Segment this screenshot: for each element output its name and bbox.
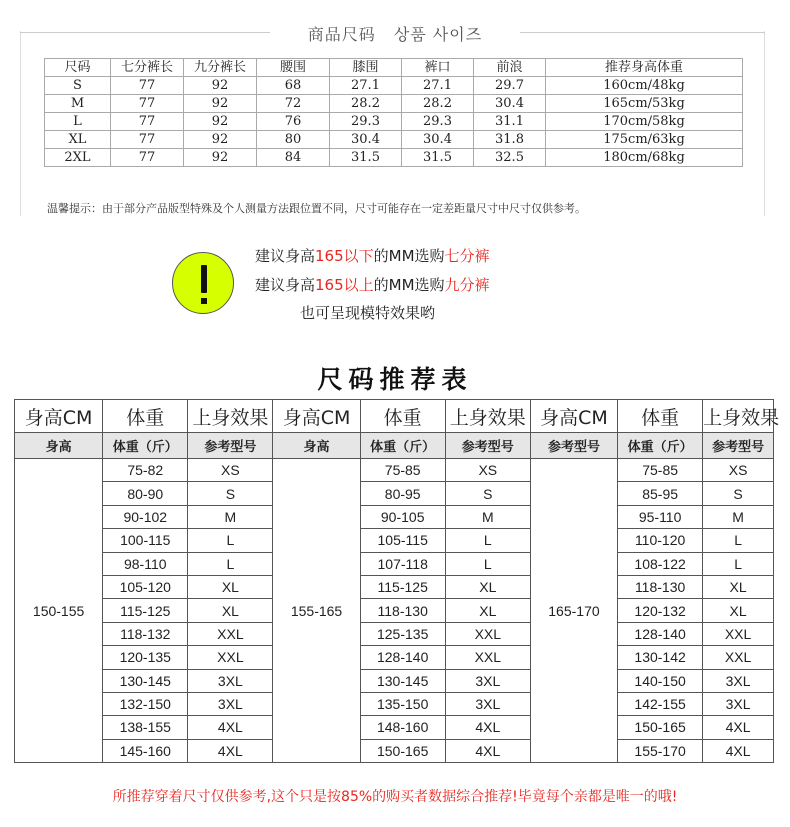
size-code-cell: M: [703, 505, 774, 528]
size-chart-cell: 77: [111, 131, 184, 149]
weight-range-cell: 80-95: [360, 482, 445, 505]
recommendation-subheader-cell: 参考型号: [188, 433, 273, 459]
size-chart-cell: 77: [111, 95, 184, 113]
weight-range-cell: 80-90: [103, 482, 188, 505]
size-code-cell: XL: [445, 599, 530, 622]
size-chart-note: 温馨提示：由于部分产品版型特殊及个人测量方法跟位置不同，尺寸可能存在一定差距量尺寸中尺寸仅供参考。: [47, 202, 586, 215]
size-chart-cell: 92: [184, 149, 257, 167]
recommendation-header-row: [15, 400, 774, 433]
size-chart-cell: 31.5: [402, 149, 474, 167]
warning-line-1: 建议身高165以下的MM选购七分裤: [255, 247, 490, 265]
recommendation-row: [15, 529, 774, 552]
recommendation-row: [15, 669, 774, 692]
exclamation-warning-icon: [172, 252, 234, 314]
size-chart-title: [270, 22, 520, 45]
weight-range-cell: 132-150: [103, 692, 188, 715]
size-chart-row: [45, 149, 743, 167]
height-range-cell: 150-155: [15, 459, 103, 763]
weight-range-cell: 118-132: [103, 622, 188, 645]
size-chart-cell: 77: [111, 113, 184, 131]
recommendation-header-cell: 身高CM: [273, 400, 360, 433]
size-chart-cell: L: [45, 113, 111, 131]
weight-range-cell: 142-155: [618, 692, 703, 715]
size-code-cell: 3XL: [445, 669, 530, 692]
weight-range-cell: 95-110: [618, 505, 703, 528]
size-code-cell: 4XL: [703, 716, 774, 739]
size-chart-cell: 76: [257, 113, 330, 131]
height-range-cell: 155-165: [273, 459, 360, 763]
size-code-cell: XXL: [188, 622, 273, 645]
size-code-cell: 4XL: [703, 739, 774, 762]
size-chart-cell: 30.4: [402, 131, 474, 149]
size-code-cell: S: [703, 482, 774, 505]
weight-range-cell: 75-82: [103, 459, 188, 482]
warning-line-2: 建议身高165以上的MM选购九分裤: [255, 276, 490, 294]
size-chart-cell: XL: [45, 131, 111, 149]
recommendation-header-cell: 上身效果: [703, 400, 774, 433]
weight-range-cell: 105-115: [360, 529, 445, 552]
weight-range-cell: 125-135: [360, 622, 445, 645]
weight-range-cell: 120-132: [618, 599, 703, 622]
recommendation-header-cell: 上身效果: [445, 400, 530, 433]
recommendation-header-cell: 身高CM: [15, 400, 103, 433]
weight-range-cell: 90-102: [103, 505, 188, 528]
size-chart-header-cell: 尺码: [45, 59, 111, 77]
size-chart-cell: S: [45, 77, 111, 95]
size-code-cell: 4XL: [445, 739, 530, 762]
title-divider-right: [520, 32, 765, 33]
weight-range-cell: 130-145: [360, 669, 445, 692]
weight-range-cell: 120-135: [103, 646, 188, 669]
recommendation-subheader-cell: 身高: [15, 433, 103, 459]
size-chart-header-cell: 膝围: [330, 59, 402, 77]
size-chart-cell: 32.5: [474, 149, 546, 167]
size-chart-cell: 27.1: [330, 77, 402, 95]
weight-range-cell: 85-95: [618, 482, 703, 505]
size-code-cell: 4XL: [188, 739, 273, 762]
size-code-cell: XS: [445, 459, 530, 482]
weight-range-cell: 130-142: [618, 646, 703, 669]
size-chart-row: [45, 113, 743, 131]
size-chart-cell: 29.3: [402, 113, 474, 131]
size-code-cell: 4XL: [445, 716, 530, 739]
weight-range-cell: 115-125: [360, 575, 445, 598]
size-chart-row: [45, 131, 743, 149]
weight-range-cell: 107-118: [360, 552, 445, 575]
size-code-cell: XS: [188, 459, 273, 482]
size-chart-cell: 175cm/63kg: [546, 131, 743, 149]
recommendation-subheader-cell: 参考型号: [530, 433, 617, 459]
size-code-cell: 3XL: [703, 669, 774, 692]
weight-range-cell: 98-110: [103, 552, 188, 575]
size-code-cell: L: [703, 552, 774, 575]
weight-range-cell: 115-125: [103, 599, 188, 622]
weight-range-cell: 118-130: [618, 575, 703, 598]
recommendation-subheader-cell: 参考型号: [445, 433, 530, 459]
size-chart-cell: 29.3: [330, 113, 402, 131]
size-chart-cell: 31.5: [330, 149, 402, 167]
size-code-cell: XS: [703, 459, 774, 482]
size-chart-header-cell: 裤口: [402, 59, 474, 77]
size-chart-cell: 68: [257, 77, 330, 95]
size-code-cell: M: [445, 505, 530, 528]
size-code-cell: XL: [445, 575, 530, 598]
recommendation-header-cell: 身高CM: [530, 400, 617, 433]
size-chart-cell: 72: [257, 95, 330, 113]
recommendation-header-cell: 上身效果: [188, 400, 273, 433]
size-chart-cell: 30.4: [474, 95, 546, 113]
size-chart-cell: 92: [184, 77, 257, 95]
weight-range-cell: 75-85: [618, 459, 703, 482]
recommendation-subheader-row: [15, 433, 774, 459]
weight-range-cell: 140-150: [618, 669, 703, 692]
size-chart-header-row: [45, 59, 743, 77]
size-code-cell: 3XL: [188, 669, 273, 692]
weight-range-cell: 105-120: [103, 575, 188, 598]
recommendation-footnote: 所推荐穿着尺寸仅供参考,这个只是按85%的购买者数据综合推荐!毕竟每个亲都是唯一的哦!: [112, 789, 678, 805]
weight-range-cell: 118-130: [360, 599, 445, 622]
recommendation-subheader-cell: 体重（斤）: [360, 433, 445, 459]
size-code-cell: XXL: [188, 646, 273, 669]
size-chart-cell: 27.1: [402, 77, 474, 95]
size-code-cell: 3XL: [703, 692, 774, 715]
size-chart-cell: 2XL: [45, 149, 111, 167]
weight-range-cell: 130-145: [103, 669, 188, 692]
weight-range-cell: 75-85: [360, 459, 445, 482]
size-code-cell: XL: [188, 575, 273, 598]
size-code-cell: XL: [703, 575, 774, 598]
recommendation-row: [15, 505, 774, 528]
size-code-cell: XXL: [703, 622, 774, 645]
recommendation-header-cell: 体重: [103, 400, 188, 433]
size-chart-cell: 30.4: [330, 131, 402, 149]
weight-range-cell: 138-155: [103, 716, 188, 739]
title-divider-left: [20, 32, 270, 33]
weight-range-cell: 135-150: [360, 692, 445, 715]
size-code-cell: L: [445, 529, 530, 552]
size-chart-cell: M: [45, 95, 111, 113]
size-chart-cell: 31.8: [474, 131, 546, 149]
recommendation-header-cell: 体重: [618, 400, 703, 433]
size-chart-cell: 28.2: [402, 95, 474, 113]
recommendation-subheader-cell: 身高: [273, 433, 360, 459]
size-chart-row: [45, 95, 743, 113]
recommendation-table: [14, 399, 780, 763]
size-chart-cell: 92: [184, 131, 257, 149]
weight-range-cell: 155-170: [618, 739, 703, 762]
size-code-cell: XL: [703, 599, 774, 622]
size-chart-cell: 80: [257, 131, 330, 149]
recommendation-row: [15, 692, 774, 715]
size-code-cell: S: [445, 482, 530, 505]
warning-line-3: 也可呈现模特效果哟: [300, 304, 436, 322]
recommendation-subheader-cell: 参考型号: [703, 433, 774, 459]
weight-range-cell: 128-140: [360, 646, 445, 669]
size-chart-cell: 84: [257, 149, 330, 167]
size-code-cell: XXL: [445, 622, 530, 645]
weight-range-cell: 150-165: [360, 739, 445, 762]
recommendation-row: [15, 646, 774, 669]
size-chart-header-cell: 腰围: [257, 59, 330, 77]
weight-range-cell: 100-115: [103, 529, 188, 552]
recommendation-row: [15, 739, 774, 762]
size-chart-title-kr: 상품 사이즈: [393, 25, 483, 44]
recommendation-row: [15, 459, 774, 482]
weight-range-cell: 145-160: [103, 739, 188, 762]
recommendation-title: 尺码推荐表: [317, 365, 473, 394]
recommendation-subheader-cell: 体重（斤）: [618, 433, 703, 459]
weight-range-cell: 90-105: [360, 505, 445, 528]
size-code-cell: 4XL: [188, 716, 273, 739]
recommendation-row: [15, 599, 774, 622]
size-chart-row: [45, 77, 743, 95]
size-code-cell: XL: [188, 599, 273, 622]
recommendation-subheader-cell: 体重（斤）: [103, 433, 188, 459]
size-chart-cell: 28.2: [330, 95, 402, 113]
size-code-cell: S: [188, 482, 273, 505]
size-chart-cell: 29.7: [474, 77, 546, 95]
size-chart-cell: 77: [111, 149, 184, 167]
size-chart-title-cn: 商品尺码: [307, 25, 376, 44]
size-code-cell: L: [188, 552, 273, 575]
size-code-cell: XXL: [445, 646, 530, 669]
size-chart-cell: 77: [111, 77, 184, 95]
recommendation-row: [15, 716, 774, 739]
size-code-cell: 3XL: [445, 692, 530, 715]
size-code-cell: L: [445, 552, 530, 575]
recommendation-row: [15, 622, 774, 645]
weight-range-cell: 148-160: [360, 716, 445, 739]
weight-range-cell: 128-140: [618, 622, 703, 645]
size-chart-header-cell: 九分裤长: [184, 59, 257, 77]
size-chart-header-cell: 推荐身高体重: [546, 59, 743, 77]
size-chart-cell: 165cm/53kg: [546, 95, 743, 113]
size-chart-cell: 92: [184, 113, 257, 131]
size-chart-header-cell: 七分裤长: [111, 59, 184, 77]
recommendation-row: [15, 552, 774, 575]
size-chart-cell: 160cm/48kg: [546, 77, 743, 95]
weight-range-cell: 108-122: [618, 552, 703, 575]
size-code-cell: L: [188, 529, 273, 552]
size-chart-cell: 31.1: [474, 113, 546, 131]
recommendation-header-cell: 体重: [360, 400, 445, 433]
size-code-cell: M: [188, 505, 273, 528]
size-code-cell: XXL: [703, 646, 774, 669]
size-code-cell: 3XL: [188, 692, 273, 715]
recommendation-row: [15, 482, 774, 505]
size-chart-cell: 170cm/58kg: [546, 113, 743, 131]
size-chart-table: [44, 58, 743, 167]
size-chart-cell: 180cm/68kg: [546, 149, 743, 167]
weight-range-cell: 150-165: [618, 716, 703, 739]
recommendation-row: [15, 575, 774, 598]
weight-range-cell: 110-120: [618, 529, 703, 552]
size-chart-cell: 92: [184, 95, 257, 113]
height-range-cell: 165-170: [530, 459, 617, 763]
size-code-cell: L: [703, 529, 774, 552]
size-chart-header-cell: 前浪: [474, 59, 546, 77]
